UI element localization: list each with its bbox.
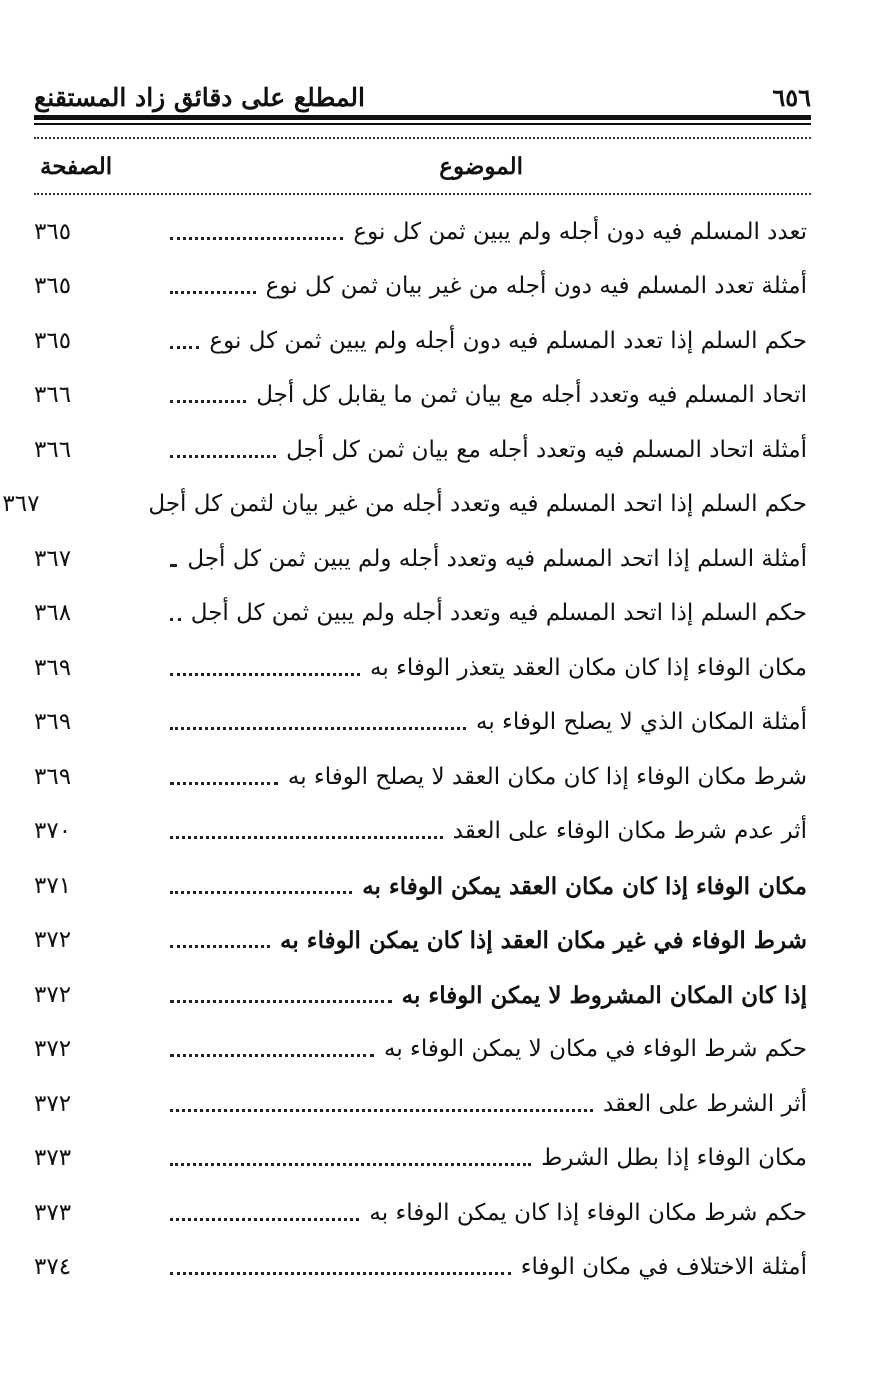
- entry-page-number: ٣٧٢: [34, 927, 72, 954]
- entry-page-number: ٣٦٥: [34, 327, 72, 354]
- dot-leader: [170, 1054, 374, 1057]
- index-entry: [34, 859, 807, 914]
- entry-page-number: ٣٦٨: [34, 600, 72, 627]
- dot-leader: [170, 782, 278, 785]
- entry-title: حكم السلم إذا اتحد المسلم فيه وتعدد أجله ولم يبين ثمن كل أجل: [190, 600, 807, 627]
- index-entry: [34, 260, 807, 315]
- column-header-top-divider: [34, 137, 811, 139]
- entry-page-number: ٣٧٢: [34, 1036, 72, 1063]
- dot-leader: [170, 836, 443, 839]
- dot-leader: [170, 1218, 359, 1221]
- entry-page-number: ٣٦٦: [34, 382, 72, 409]
- entry-title: أثر عدم شرط مكان الوفاء على العقد: [452, 818, 807, 845]
- entry-title: أمثلة اتحاد المسلم فيه وتعدد أجله مع بيان ثمن كل أجل: [286, 436, 807, 463]
- dot-leader: [170, 618, 181, 621]
- index-entries: [2, 205, 807, 1295]
- entry-title: أمثلة الاختلاف في مكان الوفاء: [520, 1254, 807, 1281]
- index-entry: [34, 1023, 807, 1078]
- book-title: المطلع على دقائق زاد المستقنع: [34, 83, 365, 112]
- page-column-header: الصفحة: [40, 153, 113, 180]
- dot-leader: [170, 346, 199, 349]
- index-entry: [34, 314, 807, 369]
- index-entry: [34, 696, 807, 751]
- entry-page-number: ٣٦٩: [34, 654, 72, 681]
- entry-title: شرط مكان الوفاء إذا كان مكان العقد لا يصلح الوفاء به: [287, 763, 807, 790]
- index-entry: [34, 1186, 807, 1241]
- entry-title: حكم شرط الوفاء في مكان لا يمكن الوفاء به: [384, 1036, 807, 1063]
- column-header-bottom-divider: [34, 193, 811, 195]
- entry-page-number: ٣٦٥: [34, 273, 72, 300]
- entry-title: أمثلة السلم إذا اتحد المسلم فيه وتعدد أجله ولم يبين ثمن كل أجل: [187, 545, 807, 572]
- index-entry: [34, 914, 807, 969]
- dot-leader: [170, 564, 177, 567]
- dot-leader: [170, 1109, 593, 1112]
- entry-title: تعدد المسلم فيه دون أجله ولم يبين ثمن كل نوع: [353, 218, 807, 245]
- entry-page-number: ٣٦٩: [34, 709, 72, 736]
- index-entry: [34, 532, 807, 587]
- running-header: [34, 70, 811, 110]
- entry-page-number: ٣٦٧: [2, 491, 40, 518]
- entry-page-number: ٣٧٠: [34, 818, 72, 845]
- index-entry: [34, 805, 807, 860]
- entry-title: أمثلة المكان الذي لا يصلح الوفاء به: [476, 709, 807, 736]
- dot-leader: [170, 400, 246, 403]
- dot-leader: [170, 291, 256, 294]
- entry-title: أثر الشرط على العقد: [602, 1090, 807, 1117]
- subject-column-header: الموضوع: [439, 153, 523, 180]
- entry-title: حكم شرط مكان الوفاء إذا كان يمكن الوفاء به: [369, 1199, 807, 1226]
- header-rule-thick: [34, 115, 811, 120]
- entry-title: إذا كان المكان المشروط لا يمكن الوفاء به: [401, 981, 807, 1009]
- index-entry: [34, 369, 807, 424]
- index-entry: [2, 478, 807, 533]
- entry-page-number: ٣٦٥: [34, 218, 72, 245]
- entry-page-number: ٣٦٧: [34, 545, 72, 572]
- dot-leader: [170, 1000, 392, 1003]
- entry-title: اتحاد المسلم فيه وتعدد أجله مع بيان ثمن ما يقابل كل أجل: [256, 382, 807, 409]
- header-rule-thin: [34, 123, 811, 125]
- index-entry: [34, 423, 807, 478]
- entry-page-number: ٣٧٣: [34, 1145, 72, 1172]
- entry-title: أمثلة تعدد المسلم فيه دون أجله من غير بيان ثمن كل نوع: [265, 273, 807, 300]
- entry-title: شرط الوفاء في غير مكان العقد إذا كان يمكن الوفاء به: [280, 927, 807, 955]
- dot-leader: [170, 1272, 511, 1275]
- index-entry: [34, 205, 807, 260]
- dot-leader: [170, 891, 352, 894]
- entry-page-number: ٣٧٤: [34, 1254, 72, 1281]
- index-entry: [34, 750, 807, 805]
- entry-page-number: ٣٦٩: [34, 763, 72, 790]
- dot-leader: [170, 455, 276, 458]
- entry-title: مكان الوفاء إذا بطل الشرط: [541, 1145, 807, 1172]
- entry-page-number: ٣٧١: [34, 872, 72, 899]
- entry-title: حكم السلم إذا اتحد المسلم فيه وتعدد أجله من غير بيان لثمن كل أجل: [148, 491, 807, 518]
- dot-leader: [170, 237, 343, 240]
- entry-page-number: ٣٧٢: [34, 1090, 72, 1117]
- index-entry: [34, 587, 807, 642]
- index-entry: [34, 641, 807, 696]
- entry-title: مكان الوفاء إذا كان مكان العقد يمكن الوفاء به: [362, 872, 807, 900]
- page-number: ٦٥٦: [772, 83, 811, 112]
- index-entry: [34, 1077, 807, 1132]
- dot-leader: [170, 945, 270, 948]
- index-entry: [34, 1132, 807, 1187]
- dot-leader: [170, 1163, 531, 1166]
- entry-page-number: ٣٧٣: [34, 1199, 72, 1226]
- index-entry: [34, 1241, 807, 1296]
- entry-page-number: ٣٦٦: [34, 436, 72, 463]
- entry-title: مكان الوفاء إذا كان مكان العقد يتعذر الوفاء به: [370, 654, 807, 681]
- index-entry: [34, 968, 807, 1023]
- entry-title: حكم السلم إذا تعدد المسلم فيه دون أجله ولم يبين ثمن كل نوع: [209, 327, 807, 354]
- entry-page-number: ٣٧٢: [34, 981, 72, 1008]
- dot-leader: [170, 727, 466, 730]
- dot-leader: [170, 673, 360, 676]
